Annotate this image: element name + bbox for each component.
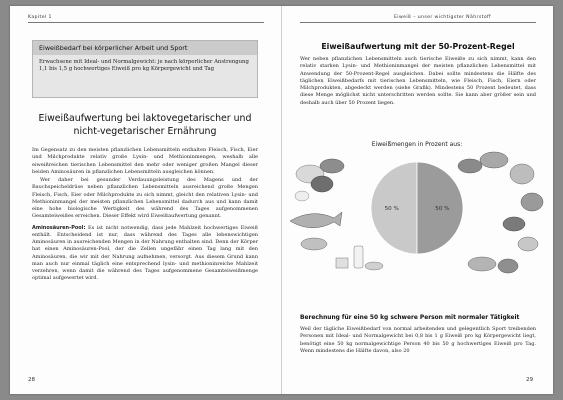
nuts-illustration	[503, 217, 525, 231]
paragraph-2: Wer daher bei gesunder Verdauungsleistung des Magens und der Bauchspeicheldrüse neben pflanzlichen Lebensmitteln ausreichend große Mengen Fleisch, Fisch, Eier oder Milchprodukte zu sich nimmt, gleicht den relativen Lysin- und Methioninmangel der meisten pflanzlichen Lebensmittel dadurch aus und kann damit eine hohe biologische Wertigkeit des während des Tages aufgenommenen Gesamteiweißes erreichen. Dieser Effekt wird Eiweißaufwertung genannt.	[32, 177, 258, 220]
info-box-text: Erwachsene mit Ideal- und Normalgewicht: je nach körperlicher Anstrengung 1,1 bis 1,5 g hochwertiges Eiweiß pro kg Körpergewicht und Tag	[39, 59, 249, 73]
page-number-right: 29	[526, 377, 534, 383]
cabbage-illustration	[510, 164, 534, 184]
fish-illustration	[290, 212, 342, 228]
milk-bottle-illustration	[354, 246, 363, 268]
left-body-text	[32, 147, 258, 283]
section-title: Eiweißaufwertung bei laktovegetarischer und nicht-vegetarischer Ernährung	[38, 113, 252, 137]
chart-title: Eiweißmengen in Prozent aus:	[371, 141, 463, 148]
pie-chart	[282, 146, 553, 311]
egg-illustration	[295, 191, 309, 201]
paragraph-1: Im Gegensatz zu den meisten pflanzlichen Lebensmitteln enthalten Fleisch, Fisch, Eier und Milchprodukte relativ große Lysin- und Methioninmengen, weshalb alle eiweißreichen tierischen Lebensmittel den mehr oder weniger großen Mangel dieser beiden Aminosäuren in pflanzlichen Lebensmitteln ausgleichen können.	[32, 147, 258, 175]
vegetables-illustration	[521, 193, 543, 211]
right-bottom-text	[300, 326, 536, 355]
pie-label-2: 50 %	[435, 206, 450, 212]
potatoes-illustration	[468, 257, 496, 271]
right-body-text	[300, 56, 536, 107]
right-paragraph: Wer neben pflanzlichen Lebensmitteln auch tierische Eiweiße zu sich nimmt, kann den relativ starken Lysin- und Methioninmangel der meisten pflanzlichen Lebensmittel mit Anwendung der 50-Prozent-Regel ausgleichen. Dabei sollte mindestens die Hälfte des täglichen Eiweißbedarfs mit tierischen Lebensmitteln, wie Fleisch, Fisch, Eiern oder Milchprodukten, abgedeckt werden (siehe Grafik). Mindestens 50 Prozent bedeutet, dass diese Menge möglichst nicht unterschritten werden sollte. Sie kann aber größer sein und deshalb auch über 50 Prozent liegen.	[300, 56, 536, 106]
page-number-left: 28	[28, 377, 36, 383]
meat-illustration	[311, 176, 333, 192]
shrimp-illustration	[301, 238, 327, 250]
header-rule-left	[28, 22, 264, 23]
running-head-right: Eiweiß – unser wichtigster Nährstoff	[394, 15, 492, 20]
paragraph-lead-label: Aminosäuren-Pool:	[32, 224, 86, 231]
right-bottom-paragraph: Weil der tägliche Eiweißbedarf von normal arbeitenden und gelegentlich Sport treibenden Personen mit Ideal- und Normalgewicht bei 0,8 bis 1 g Eiweiß pro kg Körpergewicht liegt, benötigt eine 50 kg normalgewichtige Person 40 bis 50 g hochwertiges Eiweiß pro Tag. Wenn mindestens die Hälfte davon, also 20	[300, 326, 536, 354]
beans-illustration	[458, 159, 482, 173]
yogurt-cup-illustration	[336, 258, 348, 268]
book-spread	[10, 6, 553, 394]
sausage-illustration	[320, 159, 344, 173]
bread-illustration	[480, 152, 508, 168]
butter-illustration	[365, 262, 383, 270]
fruit-illustration	[498, 259, 518, 273]
paragraph-3	[32, 225, 258, 283]
info-box	[32, 40, 258, 98]
right-title: Eiweißaufwertung mit der 50-Prozent-Regel	[321, 42, 515, 51]
right-page	[282, 6, 553, 394]
grain-illustration	[518, 237, 538, 251]
pie-label-1: 50 %	[384, 206, 399, 212]
paragraph-3-text: Es ist nicht notwendig, dass jede Mahlzeit hochwertiges Eiweiß enthält. Entscheidend ist nur, dass während des Tages alle lebenswichtigen Aminosäuren in ausreichenden Mengen in der Nahrung enthalten sind. Denn der Körper hat einen Aminosäuren-Pool, der die Zellen ungefähr einen Tag lang mit den Aminosäuren, die wir mit der Nahrung aufnehmen, versorgt. Aus diesem Grund kann man auch nur einmal täglich eine entsprechend lysin- und methioninreiche Mahlzeit verzehren, wenn damit die während des Tages aufgenommene Gesamteiweißmenge optimal aufgewertet wird.	[32, 224, 258, 282]
header-rule-right	[300, 22, 536, 23]
info-box-title: Eiweißbedarf bei körperlicher Arbeit und Sport	[33, 41, 257, 55]
sub-heading: Berechnung für eine 50 kg schwere Person mit normaler Tätigkeit	[300, 315, 520, 321]
running-head-left: Kapitel 1	[28, 15, 52, 20]
left-page	[10, 6, 281, 394]
